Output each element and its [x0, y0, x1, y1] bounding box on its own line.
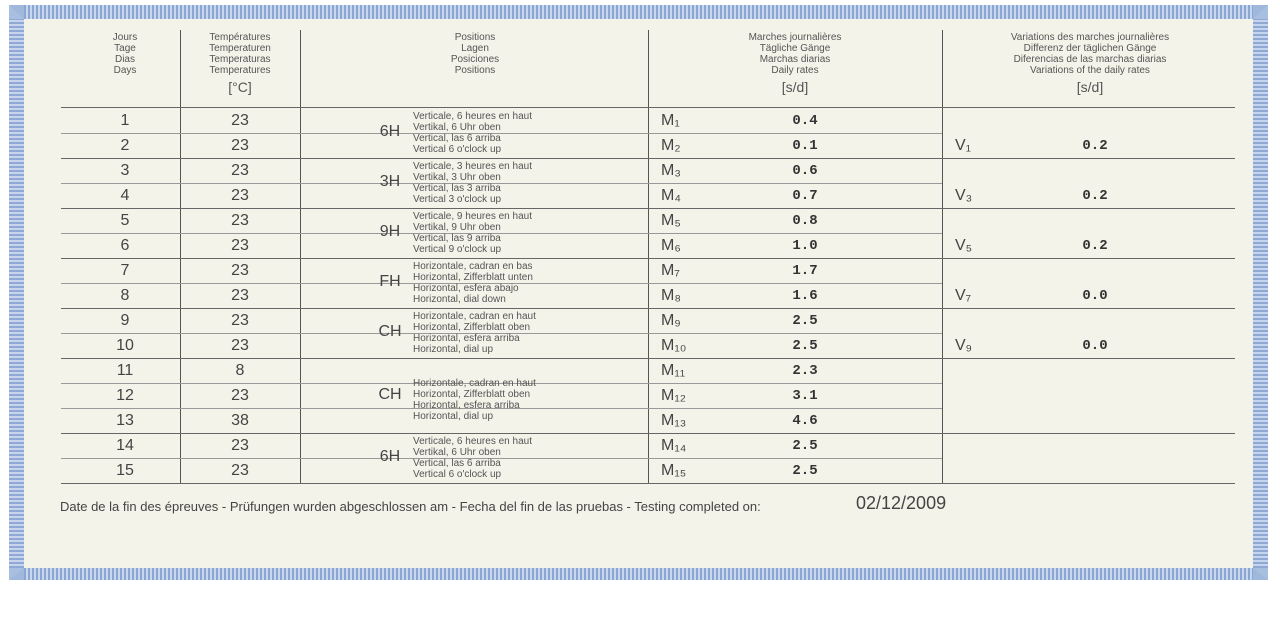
variation-value: 0.2	[1082, 238, 1108, 254]
position-description-line: Vertical, las 3 arriba	[413, 183, 501, 194]
header-positions: Positions Lagen Posiciones Positions	[450, 32, 500, 76]
position-description	[413, 436, 532, 480]
rate-value: 0.8	[792, 213, 818, 229]
temperature-cell: 23	[231, 262, 249, 279]
header-daily-rates: Marches journalières Tägliche Gänge Marchas diarias Daily rates [s/d]	[715, 32, 875, 96]
variation-label: V₇	[955, 287, 972, 304]
position-description	[413, 378, 536, 422]
position-description-line: Vertikal, 3 Uhr oben	[413, 172, 501, 183]
rate-value: 2.5	[792, 313, 818, 329]
position-description	[413, 211, 532, 255]
day-cell: 3	[120, 162, 130, 179]
header-temperatures: Températures Temperaturen Temperaturas Temperatures [°C]	[185, 32, 295, 96]
rate-value: 1.7	[792, 263, 818, 279]
rate-value: 1.6	[792, 288, 818, 304]
temperature-cell: 23	[231, 137, 249, 154]
rate-label: M₆	[661, 237, 681, 254]
guilloche-border-left	[9, 19, 24, 568]
position-description-line: Vertikal, 6 Uhr oben	[413, 122, 501, 133]
position-description-line: Horizontal, esfera arriba	[413, 399, 520, 411]
day-cell: 11	[116, 362, 134, 379]
header-days: Jours Tage Dias Days	[112, 32, 138, 76]
position-code: CH	[378, 385, 402, 403]
position-description-line: Horizontal, Zifferblatt unten	[413, 272, 533, 283]
temperature-cell: 23	[231, 462, 249, 479]
position-description-line: Horizontale, cadran en haut	[413, 311, 536, 322]
position-description-line: Horizontal, Zifferblatt oben	[413, 322, 531, 333]
position-description-line: Vertical 9 o'clock up	[413, 244, 502, 255]
day-cell: 4	[120, 187, 130, 204]
temperature-cell: 38	[231, 412, 249, 429]
daily-rates-unit: [s/d]	[781, 79, 809, 95]
position-description-line: Verticale, 6 heures en haut	[413, 111, 532, 122]
rate-value: 0.6	[792, 163, 818, 179]
column-divider	[648, 30, 649, 484]
variation-value: 0.0	[1082, 338, 1108, 354]
rate-label: M₁₃	[661, 412, 687, 429]
header-rule	[61, 107, 1235, 108]
position-description-line: Vertical 6 o'clock up	[413, 469, 502, 480]
row-rule	[61, 208, 1235, 209]
rate-value: 0.7	[792, 188, 818, 204]
day-cell: 14	[116, 437, 134, 454]
day-cell: 1	[120, 112, 130, 129]
rate-label: M₁₂	[661, 387, 686, 404]
position-code: CH	[378, 323, 402, 340]
rate-value: 2.3	[792, 363, 818, 379]
rate-value: 3.1	[792, 388, 818, 404]
variation-label: V₉	[955, 337, 973, 354]
position-code: 6H	[379, 123, 401, 140]
temperature-cell: 23	[231, 437, 249, 454]
temperature-unit: [°C]	[228, 79, 252, 95]
position-description-line: Horizontale, cadran en bas	[413, 261, 533, 272]
table-bottom-rule	[61, 483, 1235, 484]
variation-value: 0.2	[1082, 138, 1108, 154]
position-description-line: Horizontal, dial down	[413, 294, 506, 305]
variation-label: V₁	[955, 137, 972, 154]
column-divider	[180, 30, 181, 484]
temperature-cell: 23	[231, 287, 249, 304]
day-cell: 12	[116, 387, 134, 404]
variation-value: 0.2	[1082, 188, 1108, 204]
row-rule	[61, 433, 1235, 434]
temperature-cell: 23	[231, 387, 249, 404]
day-cell: 7	[120, 262, 130, 279]
temperature-cell: 23	[231, 187, 249, 204]
position-description-line: Horizontal, Zifferblatt oben	[413, 388, 531, 400]
position-description-line: Horizontale, cadran en haut	[413, 377, 536, 389]
day-cell: 5	[120, 212, 130, 229]
position-description-line: Verticale, 3 heures en haut	[413, 161, 532, 172]
position-description-line: Horizontal, esfera abajo	[413, 283, 519, 294]
temperature-cell: 23	[231, 212, 249, 229]
variations-unit: [s/d]	[1076, 79, 1104, 95]
rate-value: 2.5	[792, 338, 818, 354]
rate-value: 1.0	[792, 238, 818, 254]
rate-value: 0.4	[792, 113, 818, 129]
day-cell: 13	[116, 412, 134, 429]
temperature-cell: 23	[231, 112, 249, 129]
position-description-line: Vertical, las 6 arriba	[413, 133, 501, 144]
position-description-line: Vertikal, 9 Uhr oben	[413, 222, 501, 233]
rate-label: M₁₁	[661, 362, 686, 379]
day-cell: 2	[120, 137, 130, 154]
rate-label: M₃	[661, 162, 681, 179]
variation-value: 0.0	[1082, 288, 1108, 304]
position-description	[413, 111, 532, 155]
position-description-line: Vertical 3 o'clock up	[413, 194, 502, 205]
rate-label: M₇	[661, 262, 680, 279]
position-code: FH	[379, 273, 401, 290]
rate-label: M₄	[661, 187, 681, 204]
position-description-line: Vertical 6 o'clock up	[413, 144, 502, 155]
position-code: 9H	[379, 223, 401, 240]
row-rule	[61, 358, 1235, 359]
rate-value: 2.5	[792, 438, 818, 454]
day-cell: 10	[116, 337, 134, 354]
position-description-line: Horizontal, dial up	[413, 344, 494, 355]
position-code: 3H	[379, 173, 401, 190]
day-cell: 8	[120, 287, 130, 304]
rate-label: M₁₅	[661, 462, 687, 479]
rate-label: M₂	[661, 137, 681, 154]
position-code: 6H	[379, 448, 401, 465]
position-description-line: Vertical, las 6 arriba	[413, 458, 501, 469]
variation-label: V₅	[955, 237, 973, 254]
testing-completed-date: 02/12/2009	[856, 493, 947, 513]
position-description-line: Verticale, 9 heures en haut	[413, 211, 532, 222]
row-rule	[61, 258, 1235, 259]
row-rule	[61, 158, 1235, 159]
temperature-cell: 8	[235, 362, 245, 379]
temperature-cell: 23	[231, 162, 249, 179]
row-rule	[61, 308, 1235, 309]
day-cell: 15	[116, 462, 134, 479]
position-description-line: Verticale, 6 heures en haut	[413, 436, 532, 447]
rate-label: M₉	[661, 312, 681, 329]
rate-value: 4.6	[792, 413, 818, 429]
column-divider	[300, 30, 301, 484]
position-description-line: Vertical, las 9 arriba	[413, 233, 501, 244]
rate-value: 0.1	[792, 138, 818, 154]
column-divider	[942, 30, 943, 484]
position-description-line: Vertikal, 6 Uhr oben	[413, 447, 501, 458]
testing-completed-label: Date de la fin des épreuves - Prüfungen wurden abgeschlossen am - Fecha del fin de las pruebas - Testing completed on:	[60, 499, 761, 514]
position-description	[413, 161, 532, 205]
rate-value: 2.5	[792, 463, 818, 479]
day-cell: 6	[120, 237, 130, 254]
guilloche-border-right	[1253, 19, 1268, 568]
rate-label: M₈	[661, 287, 681, 304]
header-variations: Variations des marches journalières Differenz der täglichen Gänge Diferencias de las marchas diarias Variations of the daily rates [s/d]	[985, 32, 1195, 96]
variation-label: V₃	[955, 187, 973, 204]
rate-label: M₁₀	[661, 337, 687, 354]
rate-label: M₁	[661, 112, 680, 129]
position-description-line: Horizontal, esfera arriba	[413, 333, 520, 344]
temperature-cell: 23	[231, 312, 249, 329]
position-description	[413, 261, 533, 305]
rate-label: M₅	[661, 212, 681, 229]
day-cell: 9	[120, 312, 130, 329]
position-description-line: Horizontal, dial up	[413, 410, 494, 422]
position-description	[413, 311, 536, 355]
temperature-cell: 23	[231, 337, 249, 354]
rate-label: M₁₄	[661, 437, 687, 454]
temperature-cell: 23	[231, 237, 249, 254]
